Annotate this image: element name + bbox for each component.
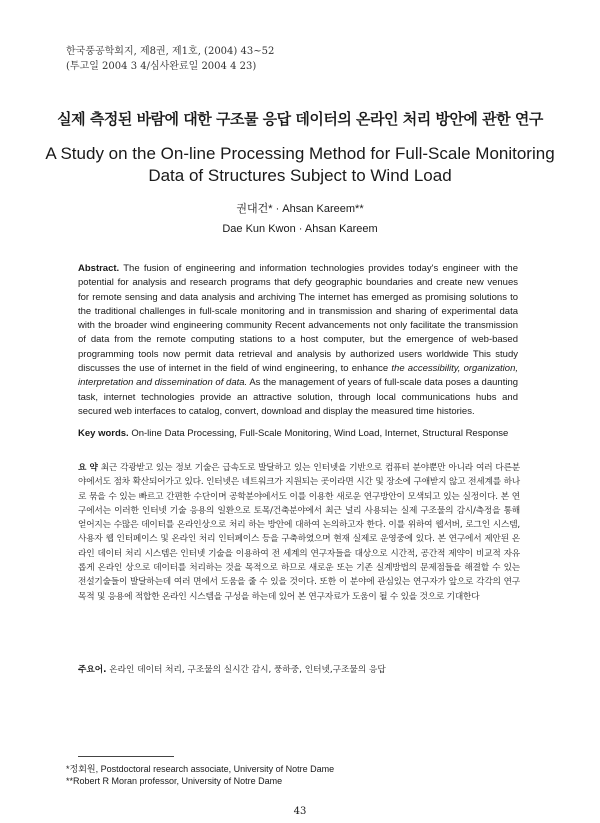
- footnote-2: **Robert R Moran professor, University of Notre Dame: [66, 776, 283, 786]
- journal-citation: 한국풍공학회지, 제8권, 제1호, (2004) 43~52: [66, 46, 275, 57]
- authors-english: Dae Kun Kwon · Ahsan Kareem: [222, 223, 378, 235]
- authors-korean: 권대건* · Ahsan Kareem**: [236, 203, 364, 215]
- authors: [0, 199, 600, 239]
- korean-keywords: [78, 663, 520, 677]
- english-title-line1: A Study on the On-line Processing Method for Full-Scale Monitoring: [45, 144, 555, 163]
- korean-keywords-text: 온라인 데이터 처리, 구조물의 실시간 감시, 풍하중, 인터넷,구조물의 응답: [109, 665, 386, 675]
- journal-info: [66, 44, 274, 74]
- abstract-label: Abstract.: [78, 263, 120, 274]
- submission-dates: (투고일 2004 3 4/심사완료일 2004 4 23): [66, 61, 257, 72]
- abstract: [78, 262, 518, 419]
- korean-title: 실제 측정된 바람에 대한 구조물 응답 데이터의 온라인 처리 방안에 관한 연구: [57, 110, 543, 128]
- abstract-text-italic: the accessibility, organization, interpretation and dissemination of data.: [78, 363, 518, 389]
- keywords-label: Key words.: [78, 428, 129, 439]
- footnotes: [66, 763, 334, 787]
- abstract-text-part2: As the management of years of full-scale data poses a daunting task, internet technologies provide an attractive solution, through local communications hubs and secured web interfaces to catalog, convert, download and display the measured time histories.: [78, 377, 519, 417]
- summary-label: 요 약: [78, 463, 98, 473]
- abstract-text-part1: The fusion of engineering and information technologies provides today's engineer with the potential for analysis and research programs that defy geographic boundaries and create new venues for remote sensing and data analysis and archiving The internet has emerged as promising solutions to the traditional challenges in full-scale monitoring and in transmission and sharing of experimental data with the broader wind engineering community Recent advancements not only facilitate the transmission of data from the remote computing stations to a host computer, but the emergence of web-based programming tools now permit data retrieval and analysis by authorized users worldwide This study discusses the use of internet in the field of wind engineering, to enhance: [78, 263, 519, 375]
- keywords-text: On-line Data Processing, Full-Scale Monitoring, Wind Load, Internet, Structural Response: [131, 428, 509, 439]
- footnote-divider: [78, 756, 174, 757]
- english-title-line2: Data of Structures Subject to Wind Load: [148, 166, 452, 185]
- summary-text: 최근 각광받고 있는 정보 기술은 급속도로 발달하고 있는 인터넷을 기반으로 컴퓨터 분야뿐만 아니라 여러 다른분야에서도 점차 확산되어가고 있다. 인터넷은 네트워크가 지원되는 곳이라면 시간 및 장소에 구애받지 않고 전세계를 하나로 묶을 수 있는 빠르고 간편한 수단이며 공학분야에서도 이를 이용한 새로운 연구방안이 모색되고 있는 실정이다. 본 연구에서는 이러한 인터넷 기술 응용의 일환으로 토목/건축분야에서 최근 널리 사용되는 실제 구조물의 감시/측정을 통해 얻어지는 수많은 데이터를 온라인상으로 처리 하는 방안에 대하여 논의하고자 한다. 이를 위하여 웹서버, 로그인 시스템, 사용자 웹 인터페이스 및 온라인 처리 인터페이스 등을 구축하였으며 현재 실제로 운영중에 있다. 본 연구에서 제안된 온라인 데이터 처리 시스템은 인터넷 기술을 이용하여 전 세계의 연구자들을 대상으로 시간적, 공간적 제약이 비교적 자유롭게 온라인 상으로 데이터를 처리하는 것을 목적으로 하므로 새로운 또는 기존 실계방법의 문제점들을 해결할 수 있는 전설기술들이 발달하는데 여러 면에서 도움을 줄 수 있을 것이다. 또한 이 분야에 관심있는 연구자가 앞으로 각각의 연구목적 및 응용에 적합한 온라인 시스템을 구성을 하는데 있어 본 연구자료가 도움이 될 수 있을 것으로 기대한다: [78, 463, 520, 602]
- keywords: [78, 427, 518, 441]
- footnote-1: *정회원, Postdoctoral research associate, University of Notre Dame: [66, 764, 335, 774]
- korean-summary: [78, 461, 520, 604]
- english-title: [0, 143, 600, 187]
- korean-keywords-label: 주요어.: [78, 665, 107, 675]
- page-number: 43: [293, 806, 307, 817]
